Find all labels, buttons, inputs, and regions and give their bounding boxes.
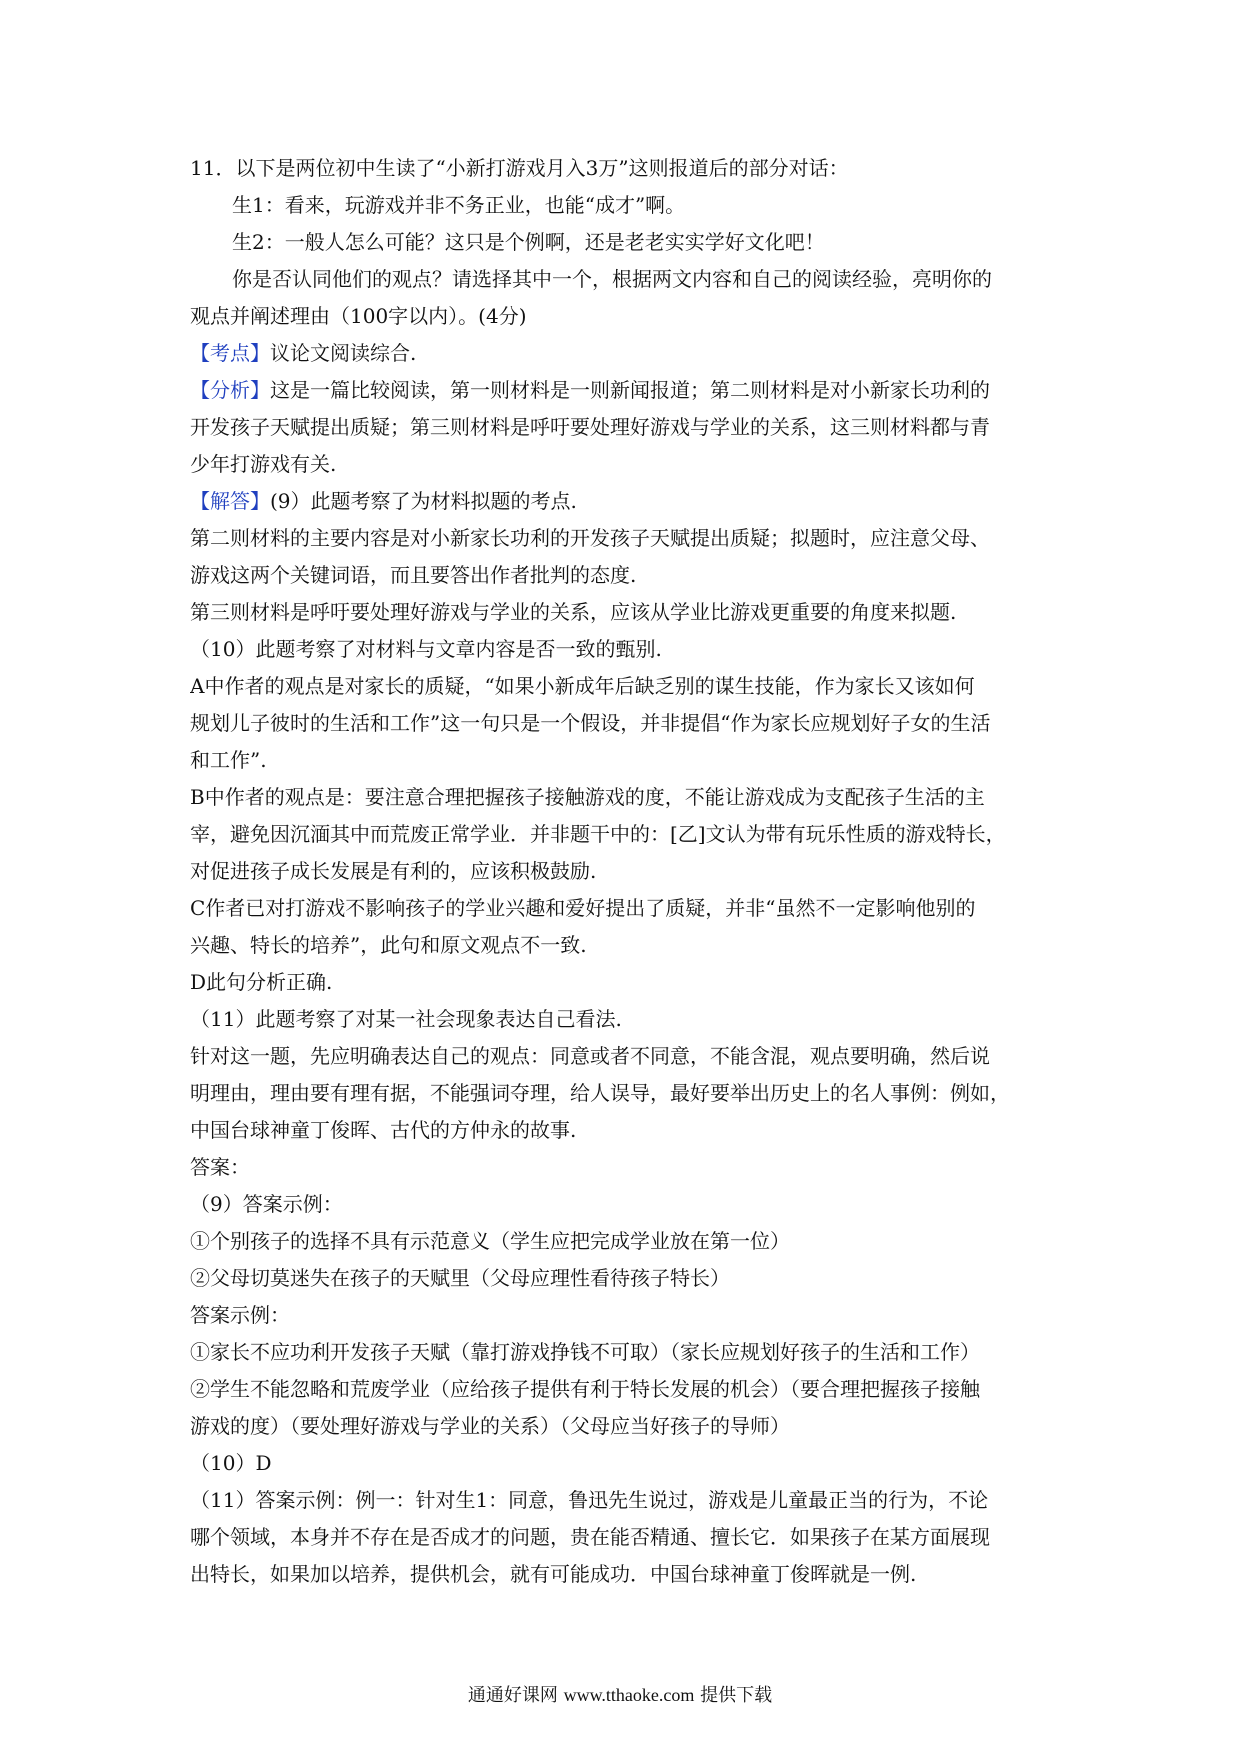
jieda-line-0 [190,483,1070,520]
jieda-line-17: 中国台球神童丁俊晖、古代的方仲永的故事. [190,1118,577,1142]
jieda-line-23: ①家长不应功利开发孩子天赋（靠打游戏挣钱不可取）（家长应规划好孩子的生活和工作） [190,1340,980,1364]
page-footer [0,1683,1240,1708]
fenxi-line-1 [190,372,1070,409]
jieda-line-29: 出特长，如果加以培养，提供机会，就有可能成功．中国台球神童丁俊晖就是一例. [190,1562,917,1586]
student1-line: 生1：看来，玩游戏并非不务正业，也能“成才”啊。 [232,193,686,217]
jieda-line-16: 明理由，理由要有理有据，不能强词夺理，给人误导，最好要举出历史上的名人事例：例如， [190,1081,1010,1105]
kaodian-text: 议论文阅读综合. [270,341,417,365]
jieda-line-5: A中作者的观点是对家长的质疑，“如果小新成年后缺乏别的谋生技能，作为家长又该如何 [190,674,975,698]
fenxi-line-2: 开发孩子天赋提出质疑；第三则材料是呼吁要处理好游戏与学业的关系，这三则材料都与青 [190,415,990,439]
jieda-line-21: ②父母切莫迷失在孩子的天赋里（父母应理性看待孩子特长） [190,1266,730,1290]
jieda-line-8: B中作者的观点是：要注意合理把握孩子接触游戏的度，不能让游戏成为支配孩子生活的主 [190,785,985,809]
jieda-tag: 【解答】 [190,489,270,513]
question-number-line: 11．以下是两位初中生读了“小新打游戏月入3万”这则报道后的部分对话： [190,156,849,180]
jieda-line-19: （9）答案示例： [190,1192,343,1216]
prompt-line-1: 你是否认同他们的观点？请选择其中一个，根据两文内容和自己的阅读经验，亮明你的 [232,267,992,291]
jieda-line-26: （10）D [190,1451,272,1475]
fenxi-line-3: 少年打游戏有关. [190,452,337,476]
jieda-line-20: ①个别孩子的选择不具有示范意义（学生应把完成学业放在第一位） [190,1229,790,1253]
footer-site-name: 通通好课网 [467,1685,558,1706]
jieda-line-28: 哪个领域，本身并不存在是否成才的问题，贵在能否精通、擅长它．如果孩子在某方面展现 [190,1525,990,1549]
jieda-line-25: 游戏的度）（要处理好游戏与学业的关系）（父母应当好孩子的导师） [190,1414,790,1438]
jieda-line-2: 游戏这两个关键词语，而且要答出作者批判的态度. [190,563,637,587]
jieda-line-12: 兴趣、特长的培养”，此句和原文观点不一致. [190,933,587,957]
jieda-line-22: 答案示例： [190,1303,290,1327]
jieda-line-15: 针对这一题，先应明确表达自己的观点：同意或者不同意，不能含混，观点要明确，然后说 [190,1044,990,1068]
jieda-line-7: 和工作”. [190,748,267,772]
kaodian-tag: 【考点】 [190,341,270,365]
document-body [190,150,1070,1593]
footer-download-text: 提供下载 [700,1685,773,1706]
jieda-line-4: （10）此题考察了对材料与文章内容是否一致的甄别. [190,637,662,661]
jieda-line-27: （11）答案示例：例一：针对生1：同意，鲁迅先生说过，游戏是儿童最正当的行为，不论 [190,1488,989,1512]
fenxi-text-1: 这是一篇比较阅读，第一则材料是一则新闻报道；第二则材料是对小新家长功利的 [270,378,990,402]
footer-url[interactable]: www.tthaoke.com [563,1685,695,1705]
student2-line: 生2：一般人怎么可能？这只是个例啊，还是老老实实学好文化吧！ [232,230,825,254]
jieda-line-3: 第三则材料是呼吁要处理好游戏与学业的关系，应该从学业比游戏更重要的角度来拟题. [190,600,957,624]
prompt-line-2: 观点并阐述理由（100字以内）。(4分) [190,304,527,328]
jieda-line-13: D此句分析正确. [190,970,333,994]
jieda-line-10: 对促进孩子成长发展是有利的，应该积极鼓励. [190,859,597,883]
jieda-text-0: (9）此题考察了为材料拟题的考点. [270,489,577,513]
jieda-line-18: 答案： [190,1155,250,1179]
kaodian-line [190,335,1070,372]
fenxi-tag: 【分析】 [190,378,270,402]
jieda-line-24: ②学生不能忽略和荒废学业（应给孩子提供有利于特长发展的机会）（要合理把握孩子接触 [190,1377,980,1401]
jieda-line-14: （11）此题考察了对某一社会现象表达自己看法. [190,1007,622,1031]
jieda-line-9: 宰，避免因沉湎其中而荒废正常学业．并非题干中的：[乙]文认为带有玩乐性质的游戏特长， [190,822,1006,846]
jieda-line-1: 第二则材料的主要内容是对小新家长功利的开发孩子天赋提出质疑；拟题时，应注意父母、 [190,526,990,550]
jieda-line-11: C作者已对打游戏不影响孩子的学业兴趣和爱好提出了质疑，并非“虽然不一定影响他别的 [190,896,976,920]
jieda-line-6: 规划儿子彼时的生活和工作”这一句只是一个假设，并非提倡“作为家长应规划好子女的生活 [190,711,991,735]
